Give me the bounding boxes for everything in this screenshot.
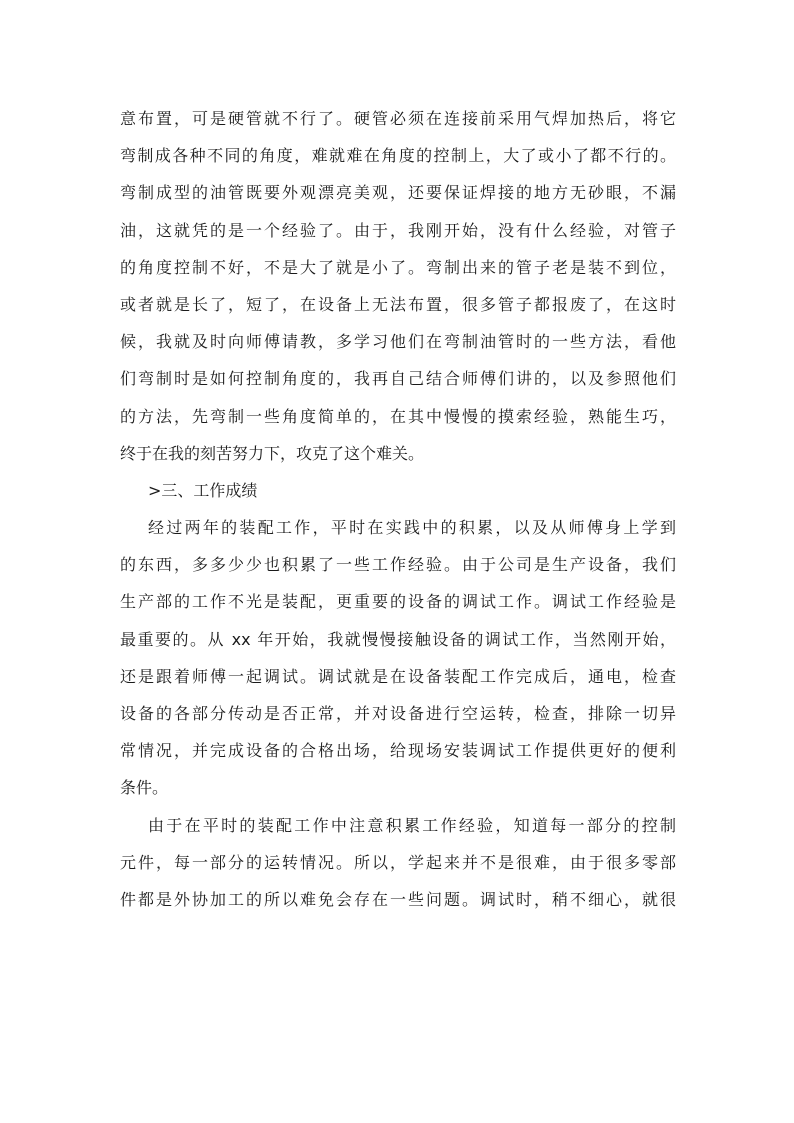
text-line: 设备的各部分传动是否正常，并对设备进行空运转，检查，排除一切异	[120, 704, 676, 723]
text-line: 件都是外协加工的所以难免会存在一些问题。调试时，稍不细心，就很	[120, 889, 676, 909]
text-line: 生产部的工作不光是装配，更重要的设备的调试工作。调试工作经验是	[120, 592, 676, 612]
text-line: 弯制成型的油管既要外观漂亮美观，还要保证焊接的地方无砂眼，不漏	[120, 183, 676, 203]
paragraph-2	[120, 509, 676, 807]
text-line: 经过两年的装配工作，平时在实践中的积累，以及从师傅身上学到	[148, 518, 676, 538]
text-line: 元件，每一部分的运转情况。所以，学起来并不是很难，由于很多零部	[120, 852, 676, 872]
text-line: 的东西，多多少少也积累了一些工作经验。由于公司是生产设备，我们	[120, 555, 676, 575]
document-body	[120, 100, 676, 918]
paragraph-3	[120, 807, 676, 919]
section-heading: >三、工作成绩	[148, 480, 258, 500]
text-line: 常情况，并完成设备的合格出场，给现场安装调试工作提供更好的便利	[120, 741, 676, 761]
text-line: 意布置，可是硬管就不行了。硬管必须在连接前采用气焊加热后，将它	[120, 109, 676, 128]
text-line: 的角度控制不好，不是大了就是小了。弯制出来的管子老是装不到位，	[120, 257, 676, 277]
text-line: 条件。	[120, 778, 169, 798]
text-line: 由于在平时的装配工作中注意积累工作经验，知道每一部分的控制	[148, 815, 676, 835]
text-line: 的方法，先弯制一些角度简单的，在其中慢慢的摸索经验，熟能生巧，	[120, 406, 676, 426]
text-line: 还是跟着师傅一起调试。调试就是在设备装配工作完成后，通电，检查	[120, 666, 676, 686]
text-line: 们弯制时是如何控制角度的，我再自己结合师傅们讲的，以及参照他们	[120, 369, 676, 389]
text-line: 油，这就凭的是一个经验了。由于，我刚开始，没有什么经验，对管子	[120, 220, 676, 240]
text-line: 最重要的。从 xx 年开始，我就慢慢接触设备的调试工作，当然刚开始，	[120, 629, 676, 649]
text-line: 候，我就及时向师傅请教，多学习他们在弯制油管时的一些方法，看他	[120, 332, 676, 352]
paragraph-1	[120, 100, 676, 472]
text-line: 或者就是长了，短了，在设备上无法布置，很多管子都报废了，在这时	[120, 294, 676, 314]
text-line: 终于在我的刻苦努力下，攻克了这个难关。	[120, 443, 425, 463]
text-line: 弯制成各种不同的角度，难就难在角度的控制上，大了或小了都不行的。	[120, 146, 676, 166]
